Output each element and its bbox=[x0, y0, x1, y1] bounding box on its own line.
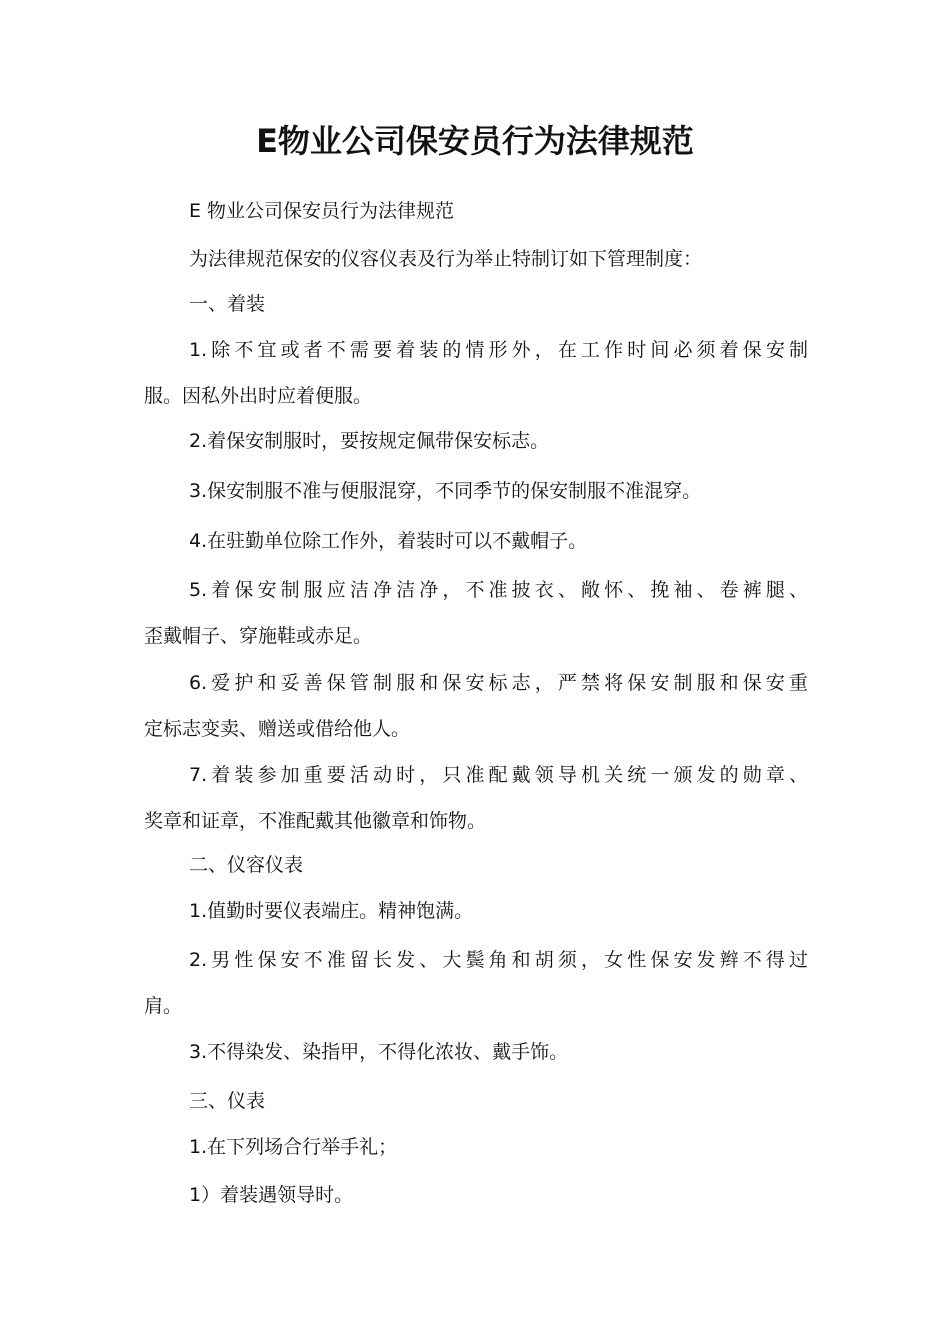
paragraph-attire-4 bbox=[144, 518, 808, 564]
paragraph-line: 定标志变卖、赠送或借给他人。 bbox=[144, 718, 411, 740]
paragraph-line: 1.除不宜或者不需要着装的情形外，在工作时间必须着保安制 bbox=[189, 339, 808, 361]
document-title: E物业公司保安员行为法律规范 bbox=[256, 122, 694, 160]
paragraph-attire-7 bbox=[144, 752, 808, 844]
section-heading-appearance bbox=[144, 842, 808, 888]
paragraph-line: 肩。 bbox=[144, 995, 183, 1017]
paragraph-attire-5 bbox=[144, 567, 808, 659]
paragraph-line: 服。因私外出时应着便服。 bbox=[144, 385, 373, 407]
paragraph-attire-6 bbox=[144, 660, 808, 752]
paragraph-line: 1）着装遇领导时。 bbox=[189, 1184, 354, 1206]
paragraph-attire-3 bbox=[144, 468, 808, 514]
paragraph-attire-2 bbox=[144, 418, 808, 464]
paragraph-intro bbox=[144, 236, 808, 282]
paragraph-line: E 物业公司保安员行为法律规范 bbox=[189, 200, 455, 222]
paragraph-line: 二、仪容仪表 bbox=[189, 854, 304, 876]
section-heading-etiquette bbox=[144, 1078, 808, 1124]
paragraph-line: 2.男性保安不准留长发、大鬓角和胡须，女性保安发辫不得过 bbox=[189, 949, 808, 971]
paragraph-line: 5.着保安制服应洁净洁净，不准披衣、敞怀、挽袖、卷裤腿、 bbox=[189, 579, 808, 601]
paragraph-line: 一、着装 bbox=[189, 293, 266, 315]
paragraph-line: 4.在驻勤单位除工作外，着装时可以不戴帽子。 bbox=[189, 530, 588, 552]
paragraph-line: 歪戴帽子、穿施鞋或赤足。 bbox=[144, 625, 373, 647]
paragraph-etiquette-1 bbox=[144, 1124, 808, 1170]
paragraph-line: 2.着保安制服时，要按规定佩带保安标志。 bbox=[189, 430, 550, 452]
paragraph-line: 6.爱护和妥善保管制服和保安标志，严禁将保安制服和保安重 bbox=[189, 672, 808, 694]
paragraph-etiquette-1-1 bbox=[144, 1172, 808, 1218]
paragraph-appearance-2 bbox=[144, 937, 808, 1029]
paragraph-line: 1.值勤时要仪表端庄。精神饱满。 bbox=[189, 900, 474, 922]
section-heading-attire bbox=[144, 281, 808, 327]
paragraph-line: 奖章和证章，不准配戴其他徽章和饰物。 bbox=[144, 810, 487, 832]
paragraph-line: 1.在下列场合行举手礼； bbox=[189, 1136, 398, 1158]
paragraph-line: 三、仪表 bbox=[189, 1090, 266, 1112]
paragraph-appearance-3 bbox=[144, 1029, 808, 1075]
paragraph-subtitle bbox=[144, 188, 808, 234]
paragraph-line: 3.不得染发、染指甲，不得化浓妆、戴手饰。 bbox=[189, 1041, 569, 1063]
paragraph-line: 7.着装参加重要活动时，只准配戴领导机关统一颁发的勋章、 bbox=[189, 764, 808, 786]
paragraph-line: 为法律规范保安的仪容仪表及行为举止特制订如下管理制度： bbox=[189, 248, 703, 270]
paragraph-line: 3.保安制服不准与便服混穿，不同季节的保安制服不准混穿。 bbox=[189, 480, 702, 502]
paragraph-attire-1 bbox=[144, 327, 808, 419]
paragraph-appearance-1 bbox=[144, 888, 808, 934]
